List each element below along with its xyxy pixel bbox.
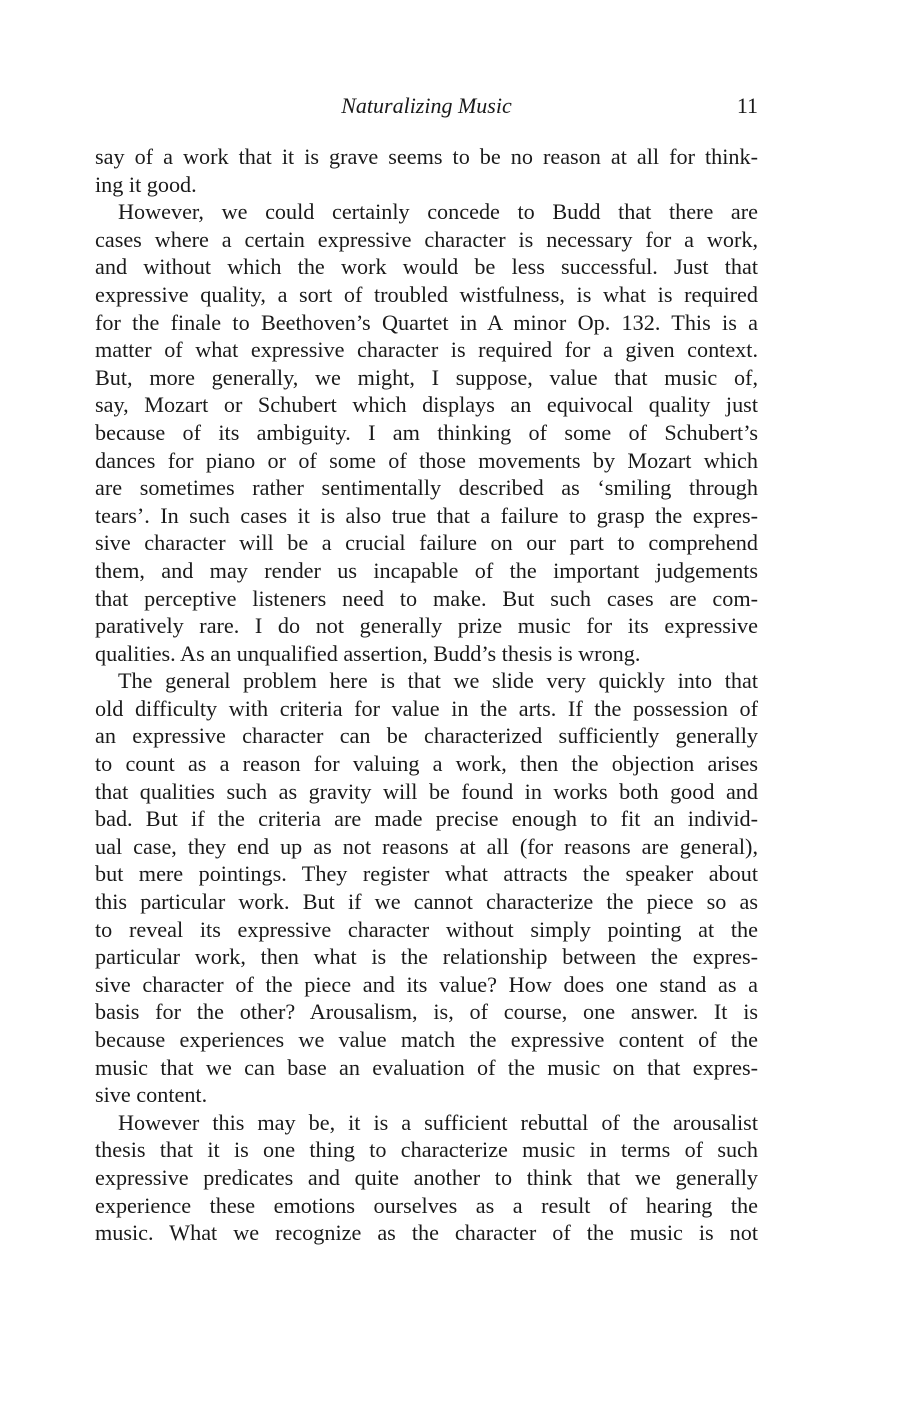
text-line: sive character of the piece and its value? How does one stand as a bbox=[95, 971, 758, 997]
text-line: ing it good. bbox=[95, 171, 197, 197]
page-number: 11 bbox=[736, 93, 758, 118]
text-line: paratively rare. I do not generally prize music for its expressive bbox=[95, 613, 758, 639]
page-header bbox=[95, 90, 758, 122]
running-title: Naturalizing Music bbox=[341, 93, 512, 118]
text-line: The general problem here is that we slide very quickly into that bbox=[118, 668, 758, 694]
text-line: tears’. In such cases it is also true that a failure to grasp the expres- bbox=[95, 502, 758, 528]
text-line: matter of what expressive character is required for a given context. bbox=[95, 337, 758, 363]
text-line: are sometimes rather sentimentally described as ‘smiling through bbox=[95, 475, 758, 501]
paragraph bbox=[95, 198, 758, 667]
text-line: say of a work that it is grave seems to be no reason at all for think- bbox=[95, 144, 758, 169]
text-line: expressive predicates and quite another to think that we generally bbox=[95, 1164, 758, 1190]
text-line: expressive quality, a sort of troubled wistfulness, is what is required bbox=[95, 281, 758, 307]
text-line: sive content. bbox=[95, 1082, 208, 1108]
text-line: ual case, they end up as not reasons at all (for reasons are general), bbox=[95, 833, 758, 859]
paragraph bbox=[95, 667, 758, 1109]
text-line: because experiences we value match the expressive content of the bbox=[95, 1027, 758, 1052]
paragraph bbox=[95, 1109, 758, 1247]
text-line: basis for the other? Arousalism, is, of course, one answer. It is bbox=[95, 999, 758, 1025]
text-line: say, Mozart or Schubert which displays an equivocal quality just bbox=[95, 392, 758, 418]
text-line: qualities. As an unqualified assertion, Budd’s thesis is wrong. bbox=[95, 640, 641, 666]
body-text bbox=[95, 143, 758, 1247]
text-line: However this may be, it is a sufficient rebuttal of the arousalist bbox=[118, 1109, 758, 1135]
text-line: and without which the work would be less successful. Just that bbox=[95, 254, 758, 280]
text-line: But, more generally, we might, I suppose, value that music of, bbox=[95, 364, 758, 390]
text-line: sive character will be a crucial failure on our part to comprehend bbox=[95, 530, 758, 556]
text-line: experience these emotions ourselves as a result of hearing the bbox=[95, 1192, 758, 1218]
text-line: dances for piano or of some of those movements by Mozart which bbox=[95, 447, 758, 473]
text-line: that perceptive listeners need to make. But such cases are com- bbox=[95, 585, 758, 611]
text-line: music that we can base an evaluation of the music on that expres- bbox=[95, 1054, 758, 1080]
text-line: cases where a certain expressive character is necessary for a work, bbox=[95, 226, 758, 252]
text-line: but mere pointings. They register what attracts the speaker about bbox=[95, 861, 758, 887]
text-line: old difficulty with criteria for value in the arts. If the possession of bbox=[95, 695, 758, 721]
text-line: an expressive character can be characterized sufficiently generally bbox=[95, 723, 758, 749]
text-line: particular work, then what is the relationship between the expres- bbox=[95, 944, 758, 970]
text-line: for the finale to Beethoven’s Quartet in A minor Op. 132. This is a bbox=[95, 309, 758, 335]
text-line: them, and may render us incapable of the important judgements bbox=[95, 557, 758, 583]
text-line: to reveal its expressive character without simply pointing at the bbox=[95, 916, 758, 942]
text-line: bad. But if the criteria are made precise enough to fit an individ- bbox=[95, 806, 758, 832]
text-line: thesis that it is one thing to characterize music in terms of such bbox=[95, 1137, 758, 1163]
text-line: music. What we recognize as the character of the music is not bbox=[95, 1220, 758, 1246]
text-line: to count as a reason for valuing a work, then the objection arises bbox=[95, 751, 758, 777]
paragraph bbox=[95, 143, 758, 198]
text-line: this particular work. But if we cannot characterize the piece so as bbox=[95, 889, 758, 915]
text-line: However, we could certainly concede to Budd that there are bbox=[118, 199, 758, 225]
text-line: because of its ambiguity. I am thinking of some of Schubert’s bbox=[95, 419, 758, 445]
text-line: that qualities such as gravity will be found in works both good and bbox=[95, 778, 758, 804]
